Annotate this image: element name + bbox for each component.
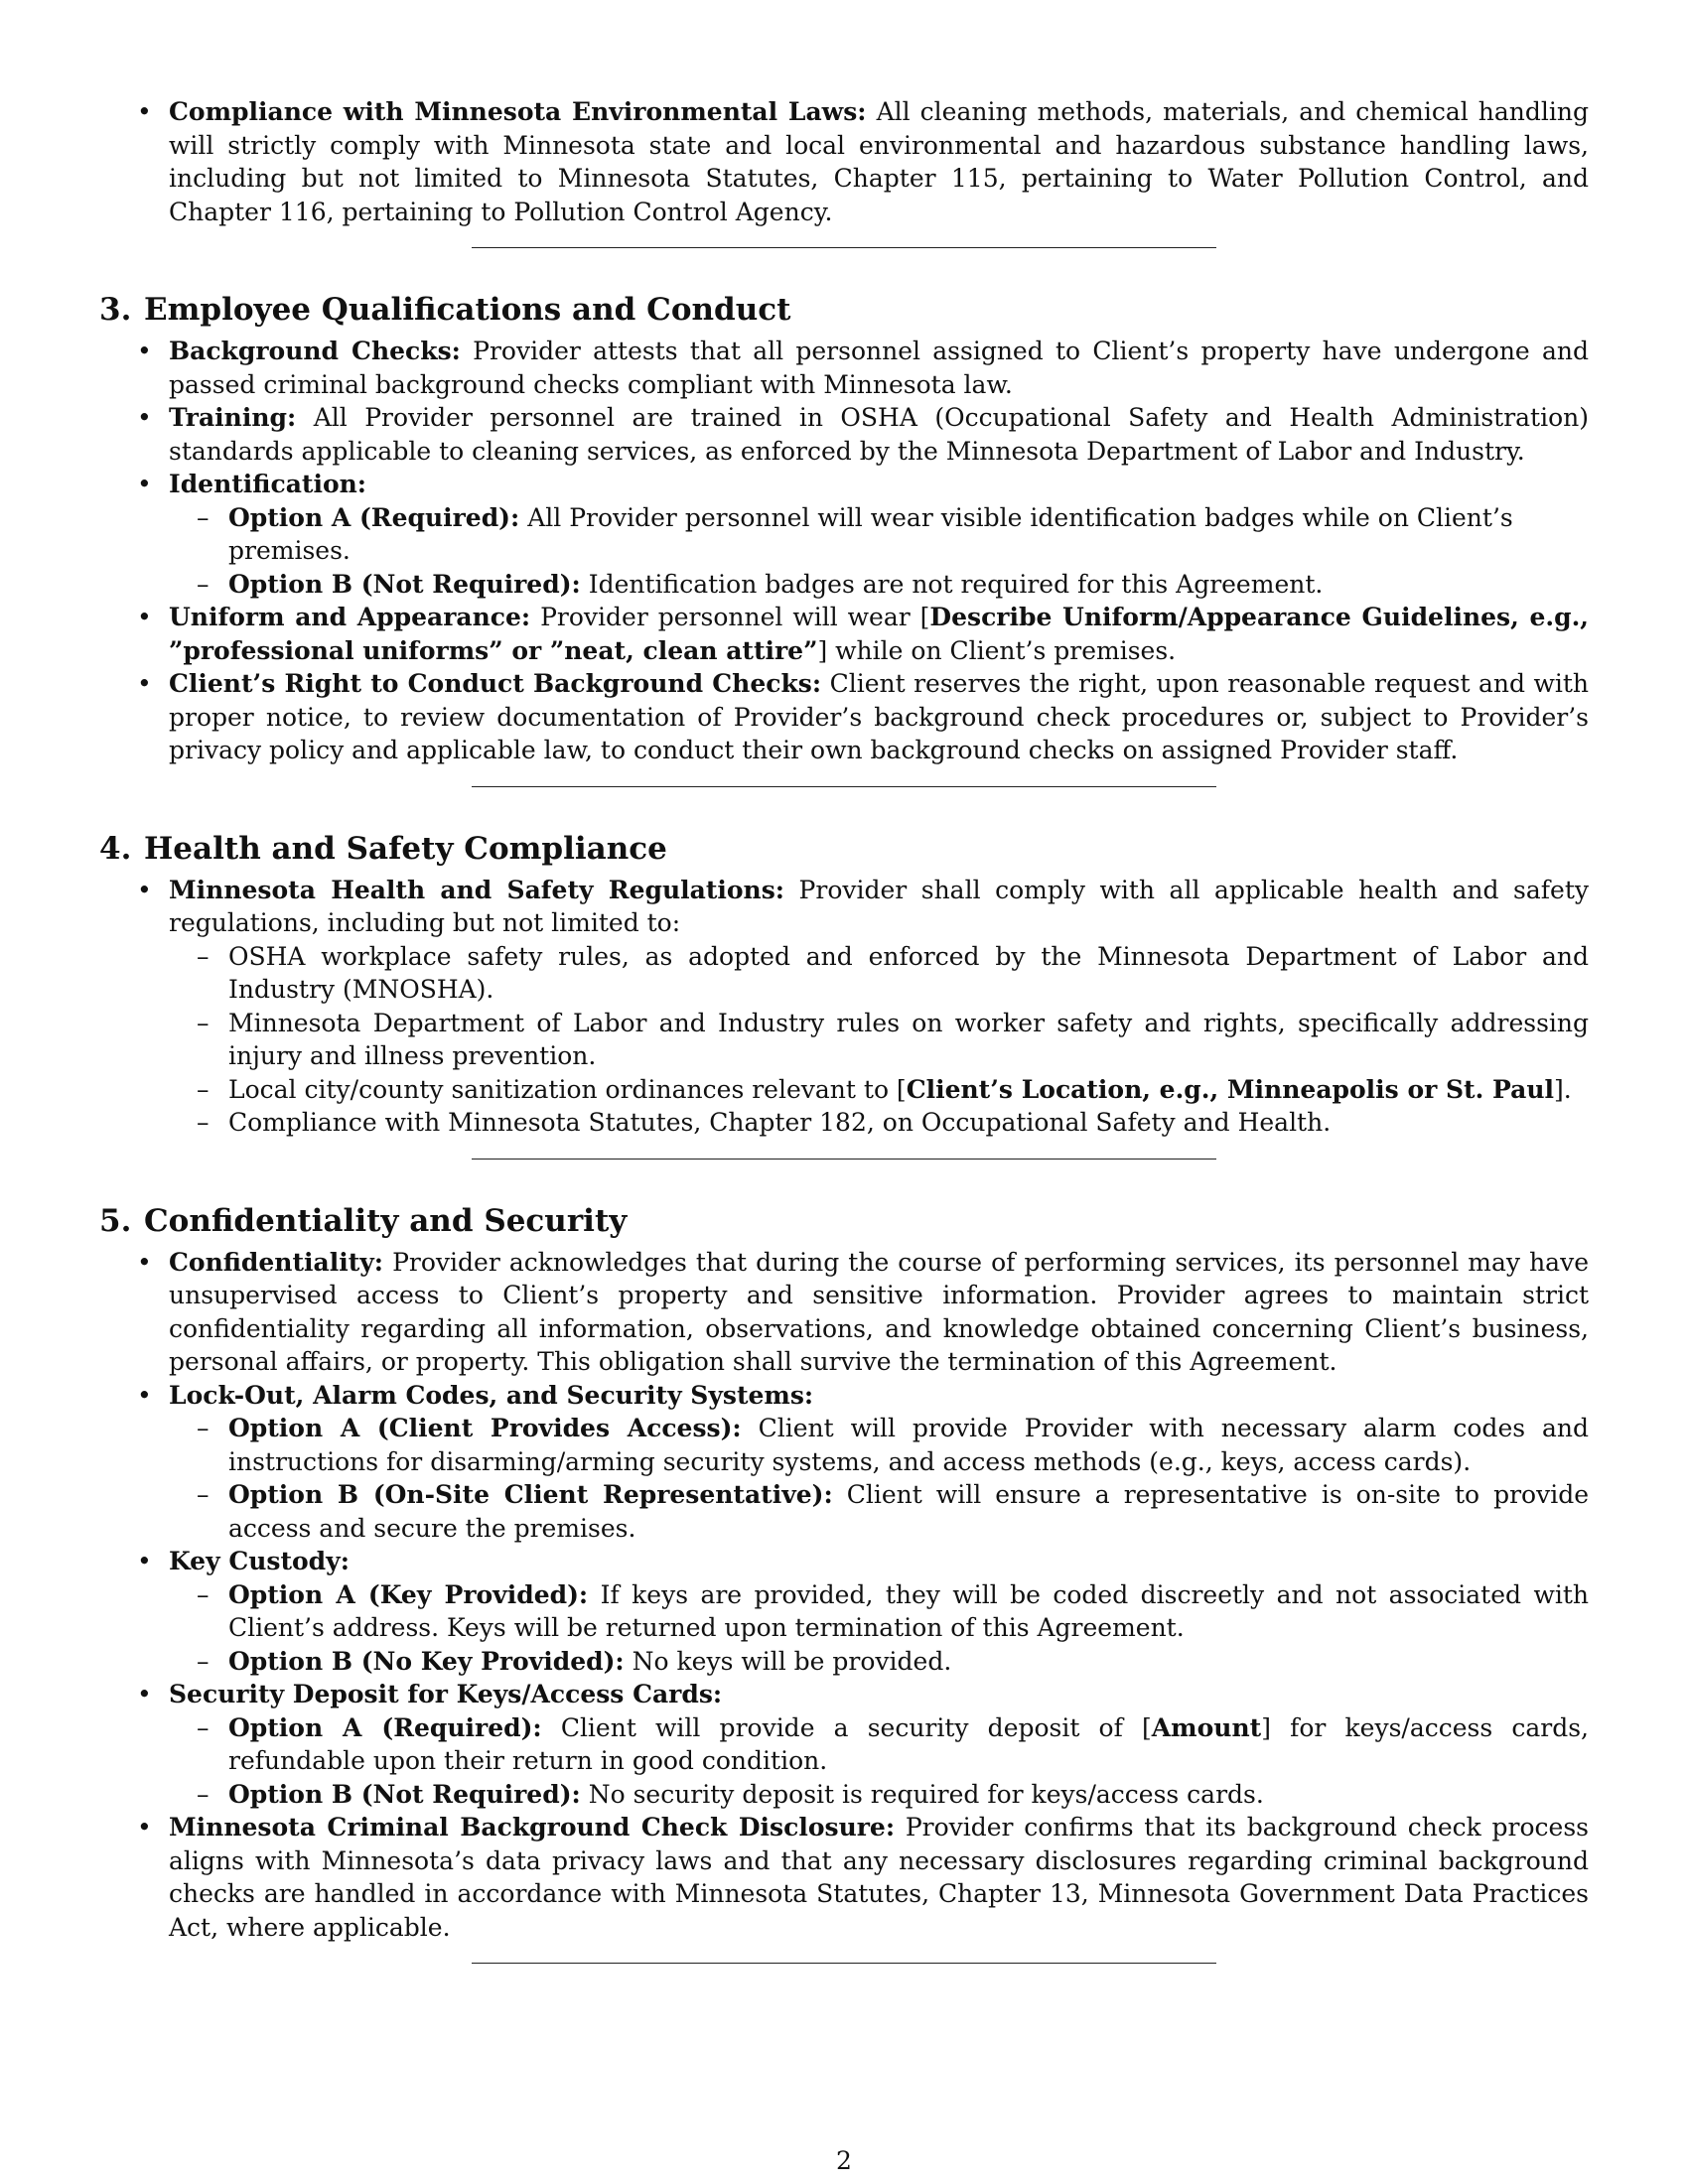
sub-list-item bbox=[169, 568, 1589, 602]
section-title: Confidentiality and Security bbox=[144, 1202, 628, 1239]
item-label: Identification: bbox=[169, 470, 367, 498]
document-page bbox=[99, 95, 1589, 1964]
option-text: Client will provide a security deposit of [ bbox=[560, 1712, 1152, 1742]
list-item bbox=[99, 335, 1589, 401]
option-label: Option A (Client Provides Access): bbox=[228, 1414, 742, 1442]
section-heading bbox=[99, 1201, 1589, 1241]
item-text: All cleaning methods, materials, and chemical handling will strictly comply with Minnesota state and local environmental and hazardous substance handling laws, including but not limited to Minnesota Statutes, Chapter 115, pertaining to Water Pollution Control, and Chapter 116, pertaining to Pollution Control Agency. bbox=[169, 97, 1590, 226]
sub-list bbox=[169, 1711, 1589, 1812]
item-label: Confidentiality: bbox=[169, 1247, 384, 1277]
sub-list bbox=[169, 1412, 1589, 1545]
section-2-tail-list bbox=[99, 95, 1589, 228]
list-item bbox=[99, 401, 1589, 468]
section-heading bbox=[99, 290, 1589, 330]
sub-list-item bbox=[169, 1478, 1589, 1545]
section-number: 4. bbox=[99, 830, 132, 867]
list-item bbox=[99, 1811, 1589, 1944]
horizontal-rule bbox=[472, 247, 1216, 248]
option-label: Option A (Required): bbox=[228, 1712, 542, 1742]
item-label: Key Custody: bbox=[169, 1547, 350, 1575]
list-item bbox=[99, 1246, 1589, 1379]
item-label: Training: bbox=[169, 403, 297, 432]
option-text: If keys are provided, they will be coded discreetly and not associated with Client’s address. Keys will be returned upon termination of this Agreement. bbox=[228, 1579, 1589, 1642]
horizontal-rule bbox=[472, 1963, 1216, 1964]
item-text: All Provider personnel are trained in OSHA (Occupational Safety and Health Administration) standards applicable to cleaning services, as enforced by the Minnesota Department of Labor and Industry. bbox=[169, 403, 1589, 466]
item-text: ] while on Client’s premises. bbox=[817, 635, 1177, 665]
sub-list-item bbox=[169, 1412, 1589, 1478]
item-text: Provider acknowledges that during the course of performing services, its personnel may have unsupervised access to Client’s property and sensitive information. Provider agrees to maintain strict confidentiality regarding all information, observations, and knowledge obtained concerning Client’s business, personal affairs, or property. This obligation shall survive the termination of this Agreement. bbox=[169, 1247, 1589, 1376]
option-label: Option A (Key Provided): bbox=[228, 1579, 589, 1609]
section-title: Health and Safety Compliance bbox=[144, 830, 667, 867]
option-text: Identification badges are not required for this Agreement. bbox=[588, 569, 1324, 599]
section-5-list bbox=[99, 1246, 1589, 1945]
option-label: Option B (On-Site Client Representative): bbox=[228, 1480, 833, 1509]
item-label: Minnesota Health and Safety Regulations: bbox=[169, 875, 785, 904]
option-text: All Provider personnel will wear visible identification badges while on Client’s premises. bbox=[228, 502, 1513, 565]
option-label: Option B (No Key Provided): bbox=[228, 1646, 625, 1676]
horizontal-rule bbox=[472, 786, 1216, 787]
item-text: ]. bbox=[1554, 1074, 1572, 1104]
list-item bbox=[99, 1545, 1589, 1678]
list-item bbox=[99, 667, 1589, 767]
sub-list-item: – Compliance with Minnesota Statutes, Chapter 182, on Occupational Safety and Health. bbox=[169, 1106, 1589, 1140]
sub-list bbox=[169, 501, 1589, 602]
sub-list-item bbox=[169, 1578, 1589, 1645]
sub-list-item bbox=[169, 1711, 1589, 1778]
placeholder-text: Client’s Location, e.g., Minneapolis or St. Paul bbox=[906, 1074, 1554, 1104]
item-text: Provider shall comply with all applicable health and safety regulations, including but not limited to: bbox=[169, 875, 1589, 937]
list-item bbox=[99, 95, 1589, 228]
section-number: 3. bbox=[99, 292, 132, 328]
item-text: Client reserves the right, upon reasonable request and with proper notice, to review documentation of Provider’s background check procedures or, subject to Provider’s privacy policy and applicable law, to conduct their own background checks on assigned Provider staff. bbox=[169, 669, 1590, 764]
section-4-list bbox=[99, 874, 1589, 1140]
sub-list-item bbox=[169, 1778, 1589, 1812]
item-text: Local city/county sanitization ordinances relevant to [ bbox=[228, 1074, 907, 1104]
sub-list-item: – OSHA workplace safety rules, as adopted and enforced by the Minnesota Department of Labor and Industry (MNOSHA). bbox=[169, 940, 1589, 1007]
list-item bbox=[99, 1379, 1589, 1546]
item-label: Minnesota Criminal Background Check Disclosure: bbox=[169, 1813, 896, 1842]
item-label: Security Deposit for Keys/Access Cards: bbox=[169, 1680, 723, 1708]
sub-list-item bbox=[169, 501, 1589, 568]
option-label: Option A (Required): bbox=[228, 502, 520, 532]
option-text: Client will provide Provider with necessary alarm codes and instructions for disarming/arming security systems, and access methods (e.g., keys, access cards). bbox=[228, 1414, 1589, 1476]
option-label: Option B (Not Required): bbox=[228, 1779, 581, 1809]
sub-list-item: – Minnesota Department of Labor and Industry rules on worker safety and rights, specifically addressing injury and illness prevention. bbox=[169, 1007, 1589, 1073]
option-text: Client will ensure a representative is on-site to provide access and secure the premises. bbox=[228, 1480, 1589, 1543]
section-heading bbox=[99, 829, 1589, 869]
list-item bbox=[99, 468, 1589, 601]
horizontal-rule bbox=[472, 1159, 1216, 1160]
option-text: No keys will be provided. bbox=[632, 1646, 952, 1676]
placeholder-text: Amount bbox=[1151, 1712, 1262, 1742]
placeholder-text: Describe Uniform/Appearance Guidelines, e.g., ”professional uniforms” or ”neat, clean attire” bbox=[169, 603, 1590, 665]
page-number: 2 bbox=[836, 2146, 852, 2175]
option-text: ] for keys/access cards, refundable upon their return in good condition. bbox=[228, 1712, 1589, 1775]
sub-list-item bbox=[169, 1645, 1589, 1679]
item-label: Client’s Right to Conduct Background Checks: bbox=[169, 669, 822, 698]
section-number: 5. bbox=[99, 1202, 132, 1239]
item-text: Provider attests that all personnel assigned to Client’s property have undergone and passed criminal background checks compliant with Minnesota law. bbox=[169, 337, 1589, 399]
section-3-list bbox=[99, 335, 1589, 767]
sub-list bbox=[169, 1578, 1589, 1679]
list-item bbox=[99, 874, 1589, 1140]
item-label: Compliance with Minnesota Environmental Laws: bbox=[169, 97, 867, 126]
item-text: Provider confirms that its background check process aligns with Minnesota’s data privacy laws and that any necessary disclosures regarding criminal background checks are handled in accordance with Minnesota Statutes, Chapter 13, Minnesota Government Data Practices Act, where applicable. bbox=[169, 1813, 1590, 1942]
option-text: No security deposit is required for keys/access cards. bbox=[588, 1779, 1264, 1809]
item-label: Lock-Out, Alarm Codes, and Security Systems: bbox=[169, 1380, 814, 1410]
item-label: Background Checks: bbox=[169, 337, 461, 365]
list-item bbox=[99, 601, 1589, 667]
section-title: Employee Qualifications and Conduct bbox=[144, 292, 791, 328]
sub-list bbox=[169, 940, 1589, 1140]
list-item bbox=[99, 1678, 1589, 1811]
sub-list-item bbox=[169, 1073, 1589, 1107]
option-label: Option B (Not Required): bbox=[228, 569, 581, 599]
item-text: Provider personnel will wear [ bbox=[540, 603, 930, 631]
item-label: Uniform and Appearance: bbox=[169, 603, 531, 631]
